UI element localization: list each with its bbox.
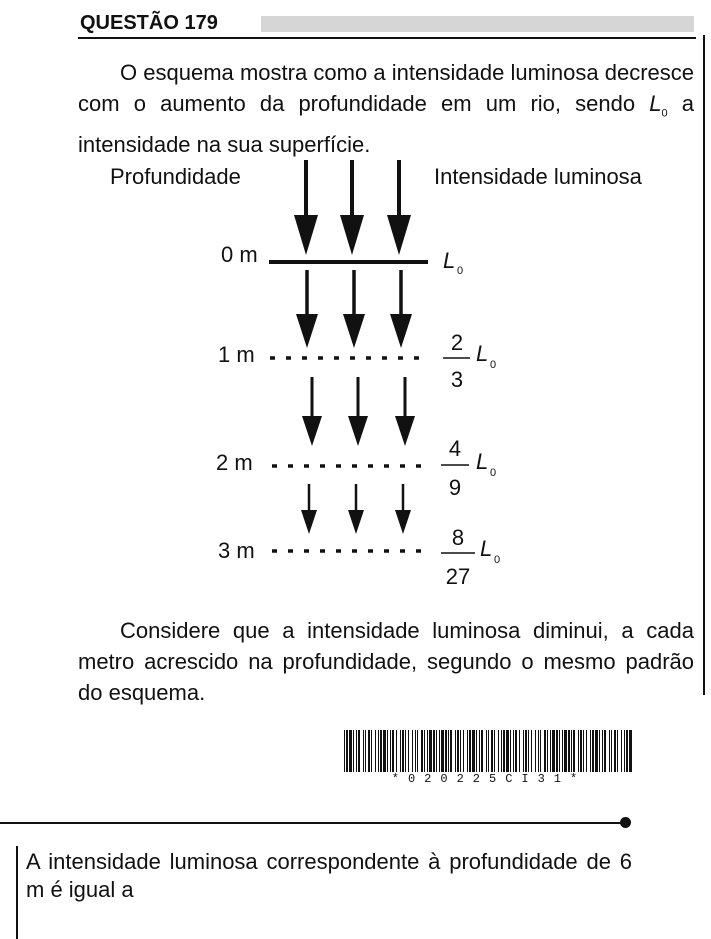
barcode-bar bbox=[417, 730, 418, 772]
barcode-bar bbox=[481, 730, 483, 772]
depth-label-0: 0 m bbox=[221, 242, 258, 267]
intensity-sub-2: 0 bbox=[490, 467, 497, 479]
intensity-sub-3: 0 bbox=[494, 554, 501, 566]
barcode-bar bbox=[519, 730, 520, 772]
barcode-bar bbox=[513, 730, 514, 772]
barcode-bar bbox=[402, 730, 404, 772]
barcode-bar bbox=[624, 730, 625, 772]
barcode-bar bbox=[531, 730, 532, 772]
barcode-bar bbox=[571, 730, 572, 772]
barcode-bar bbox=[472, 730, 475, 772]
barcode-bar bbox=[396, 730, 397, 772]
barcode-bar bbox=[371, 730, 372, 772]
barcode-bar bbox=[568, 730, 570, 772]
intro-symbol: L bbox=[649, 91, 662, 116]
barcode-bar bbox=[436, 730, 437, 772]
barcode-bar bbox=[562, 730, 563, 772]
barcode-bar bbox=[604, 730, 606, 772]
fraction-den-2: 9 bbox=[448, 475, 462, 500]
barcode bbox=[344, 730, 634, 790]
barcode-bar bbox=[544, 730, 546, 772]
arrows-2-to-3m bbox=[301, 484, 411, 534]
barcode-bar bbox=[378, 730, 379, 772]
barcode-bar bbox=[353, 730, 354, 772]
barcode-bar bbox=[599, 730, 600, 772]
consider-paragraph bbox=[78, 615, 694, 708]
barcode-bar bbox=[559, 730, 560, 772]
barcode-bar bbox=[344, 730, 345, 772]
barcode-bar bbox=[375, 730, 376, 772]
intensity-sub-0: 0 bbox=[457, 265, 464, 277]
fraction-num-2: 4 bbox=[448, 436, 462, 461]
header-gray-bar bbox=[261, 16, 694, 32]
barcode-bar bbox=[614, 730, 616, 772]
barcode-bar bbox=[479, 730, 480, 772]
question-title: QUESTÃO 179 bbox=[80, 12, 218, 34]
barcode-bar bbox=[486, 730, 487, 772]
depth-label-2: 2 m bbox=[216, 450, 253, 475]
barcode-bar bbox=[390, 730, 391, 772]
arrows-1-to-2m bbox=[302, 377, 415, 446]
question-header bbox=[78, 10, 696, 40]
barcode-bar bbox=[609, 730, 610, 772]
barcode-bar bbox=[580, 730, 582, 772]
barcode-bar bbox=[540, 730, 541, 772]
header-underline bbox=[78, 37, 696, 39]
barcode-bar bbox=[629, 730, 632, 772]
barcode-bar bbox=[363, 730, 364, 772]
intensity-symbol-0: L bbox=[443, 248, 456, 273]
arrows-above-surface bbox=[294, 160, 411, 255]
intro-text-2: a intensidade na sua superfície. bbox=[78, 91, 694, 158]
barcode-bar bbox=[408, 730, 409, 772]
fraction-num-1: 2 bbox=[450, 330, 464, 355]
barcode-bar bbox=[583, 730, 584, 772]
barcode-bar bbox=[421, 730, 423, 772]
light-intensity-diagram bbox=[0, 150, 711, 600]
barcode-bar bbox=[547, 730, 548, 772]
barcode-bar bbox=[429, 730, 432, 772]
barcode-bar bbox=[412, 730, 413, 772]
barcode-bar bbox=[392, 730, 394, 772]
barcode-bar bbox=[415, 730, 416, 772]
fraction-den-1: 3 bbox=[450, 367, 464, 392]
barcode-bar bbox=[405, 730, 406, 772]
barcode-bar bbox=[626, 730, 628, 772]
barcode-bar bbox=[510, 730, 511, 772]
intro-subscript: 0 bbox=[661, 107, 668, 120]
barcode-bar bbox=[491, 730, 493, 772]
barcode-bar bbox=[528, 730, 529, 772]
barcode-bar bbox=[463, 730, 464, 772]
separator-line bbox=[0, 822, 626, 824]
barcode-bar bbox=[552, 730, 555, 772]
fraction-num-3: 8 bbox=[451, 525, 465, 550]
barcode-bar bbox=[498, 730, 499, 772]
barcode-bar bbox=[469, 730, 471, 772]
barcode-bar bbox=[387, 730, 388, 772]
separator-dot bbox=[620, 817, 631, 828]
barcode-bar bbox=[501, 730, 502, 772]
barcode-bar bbox=[573, 730, 575, 772]
answer-area-border bbox=[16, 846, 18, 939]
barcode-bar bbox=[400, 730, 401, 772]
intro-text-1: O esquema mostra como a intensidade luminosa decresce com o aumento da profundidade em um rio, sendo bbox=[78, 60, 694, 116]
barcode-bar bbox=[427, 730, 428, 772]
barcode-bar bbox=[602, 730, 603, 772]
consider-text: Considere que a intensidade luminosa diminui, a cada metro acrescido na profundidade, segundo o mesmo padrão do esquema. bbox=[78, 618, 694, 705]
intensity-symbol-2: L bbox=[476, 449, 489, 474]
intensity-symbol-1: L bbox=[476, 341, 489, 366]
barcode-bar bbox=[368, 730, 370, 772]
barcode-bar bbox=[564, 730, 567, 772]
depth-label-1: 1 m bbox=[218, 342, 255, 367]
barcode-bar bbox=[467, 730, 468, 772]
barcode-bar bbox=[445, 730, 447, 772]
barcode-bar bbox=[538, 730, 539, 772]
intro-paragraph bbox=[78, 57, 694, 160]
barcode-bar bbox=[578, 730, 579, 772]
barcode-bar bbox=[590, 730, 591, 772]
depth-axis-label: Profundidade bbox=[110, 164, 241, 189]
fraction-den-3: 27 bbox=[445, 564, 471, 589]
barcode-bar bbox=[448, 730, 449, 772]
barcode-bar bbox=[455, 730, 456, 772]
barcode-text: *020225CI31* bbox=[391, 772, 587, 786]
barcode-bar bbox=[515, 730, 517, 772]
barcode-bars bbox=[344, 730, 634, 772]
barcode-bar bbox=[358, 730, 360, 772]
intensity-sub-1: 0 bbox=[490, 359, 497, 371]
barcode-bar bbox=[349, 730, 352, 772]
barcode-bar bbox=[450, 730, 452, 772]
barcode-bar bbox=[380, 730, 382, 772]
barcode-bar bbox=[535, 730, 536, 772]
intensity-axis-label: Intensidade luminosa bbox=[434, 164, 642, 189]
barcode-bar bbox=[611, 730, 612, 772]
barcode-bar bbox=[556, 730, 558, 772]
barcode-bar bbox=[523, 730, 524, 772]
arrows-0-to-1m bbox=[296, 270, 412, 348]
barcode-bar bbox=[621, 730, 622, 772]
barcode-bar bbox=[617, 730, 618, 772]
barcode-bar bbox=[592, 730, 594, 772]
barcode-bar bbox=[346, 730, 348, 772]
barcode-bar bbox=[356, 730, 357, 772]
barcode-bar bbox=[525, 730, 527, 772]
barcode-bar bbox=[433, 730, 435, 772]
barcode-bar bbox=[494, 730, 495, 772]
barcode-bar bbox=[488, 730, 489, 772]
question-stem: A intensidade luminosa correspondente à profundidade de 6 m é igual a bbox=[26, 849, 632, 902]
barcode-bar bbox=[503, 730, 505, 772]
barcode-bar bbox=[586, 730, 587, 772]
barcode-bar bbox=[476, 730, 477, 772]
barcode-bar bbox=[506, 730, 509, 772]
barcode-bar bbox=[365, 730, 366, 772]
depth-label-3: 3 m bbox=[218, 538, 255, 563]
barcode-bar bbox=[383, 730, 386, 772]
barcode-bar bbox=[439, 730, 440, 772]
barcode-bar bbox=[550, 730, 551, 772]
barcode-bar bbox=[441, 730, 444, 772]
intensity-symbol-3: L bbox=[480, 536, 493, 561]
barcode-bar bbox=[595, 730, 598, 772]
barcode-bar bbox=[457, 730, 459, 772]
barcode-bar bbox=[460, 730, 461, 772]
barcode-bar bbox=[424, 730, 425, 772]
